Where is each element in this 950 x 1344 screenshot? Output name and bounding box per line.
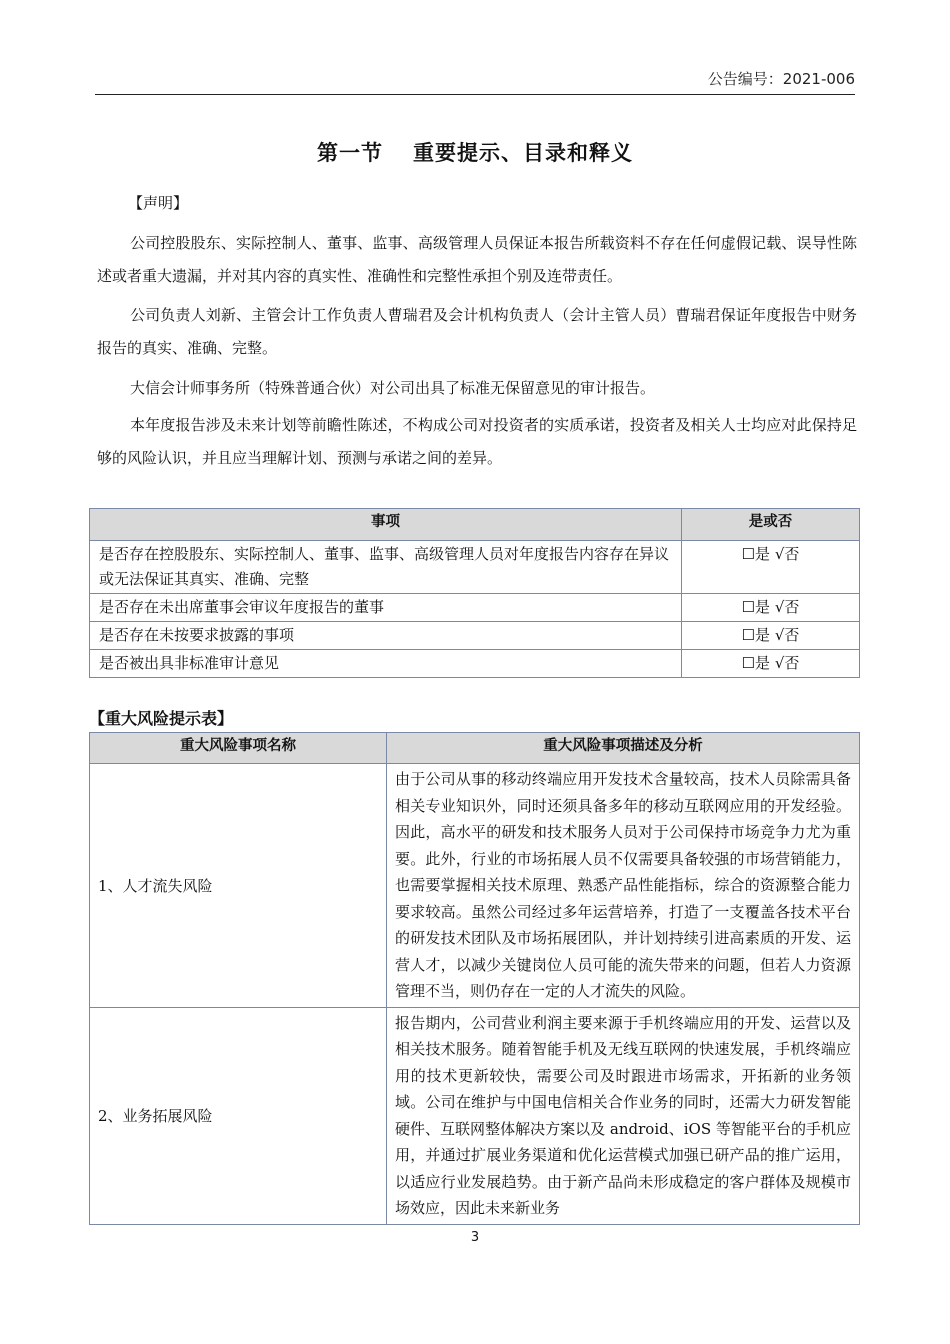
table-header-row <box>90 733 860 764</box>
matter-item: 是否被出具非标准审计意见 <box>90 650 682 678</box>
declaration-paragraph: 本年度报告涉及未来计划等前瞻性陈述，不构成公司对投资者的实质承诺，投资者及相关人士均应对此保持足够的风险认识，并且应当理解计划、预测与承诺之间的差异。 <box>97 416 857 467</box>
table-row <box>90 541 860 594</box>
page-header <box>95 66 855 95</box>
page-number: 3 <box>470 1230 480 1245</box>
column-header-answer: 是或否 <box>682 509 860 541</box>
declaration-paragraph: 公司负责人刘新、主管会计工作负责人曹瑞君及会计机构负责人（会计主管人员）曹瑞君保证年度报告中财务报告的真实、准确、完整。 <box>97 306 857 357</box>
column-header-risk-desc: 重大风险事项描述及分析 <box>387 733 860 764</box>
matter-item: 是否存在控股股东、实际控制人、董事、监事、高级管理人员对年度报告内容存在异议或无法保证其真实、准确、完整 <box>90 541 682 594</box>
risk-name: 1、人才流失风险 <box>90 764 387 1008</box>
column-header-risk-name: 重大风险事项名称 <box>90 733 387 764</box>
table-row <box>90 622 860 650</box>
table-row <box>90 650 860 678</box>
table-row <box>90 1007 860 1224</box>
section-number: 第一节 <box>317 141 383 165</box>
table-row <box>90 594 860 622</box>
matter-item: 是否存在未按要求披露的事项 <box>90 622 682 650</box>
table-header-row <box>90 509 860 541</box>
risk-table-title: 【重大风险提示表】 <box>89 709 234 728</box>
announcement-number: 公告编号：2021-006 <box>707 70 855 88</box>
matter-answer: ☐是 √否 <box>682 541 860 594</box>
risk-description: 报告期内，公司营业利润主要来源于手机终端应用的开发、运营以及相关技术服务。随着智能手机及无线互联网的快速发展，手机终端应用的技术更新较快，需要公司及时跟进市场需求，开拓新的业务领域。公司在维护与中国电信相关合作业务的同时，还需大力研发智能硬件、互联网整体解决方案以及 android、iOS 等智能平台的手机应用，并通过扩展业务渠道和优化运营模式加强已研产品的推广运用，以适应行业发展趋势。由于新产品尚未形成稳定的客户群体及规模市场效应，因此未来新业务 <box>387 1007 860 1224</box>
matter-answer: ☐是 √否 <box>682 622 860 650</box>
declaration-label: 【声明】 <box>128 194 189 212</box>
risk-name: 2、业务拓展风险 <box>90 1007 387 1224</box>
matter-answer: ☐是 √否 <box>682 594 860 622</box>
matter-answer: ☐是 √否 <box>682 650 860 678</box>
risk-table <box>89 732 860 1225</box>
declaration-paragraph: 公司控股股东、实际控制人、董事、监事、高级管理人员保证本报告所载资料不存在任何虚假记载、误导性陈述或者重大遗漏，并对其内容的真实性、准确性和完整性承担个别及连带责任。 <box>97 234 857 285</box>
declaration-paragraph: 大信会计师事务所（特殊普通合伙）对公司出具了标准无保留意见的审计报告。 <box>130 379 656 397</box>
table-row <box>90 764 860 1008</box>
column-header-item: 事项 <box>90 509 682 541</box>
risk-description: 由于公司从事的移动终端应用开发技术含量较高，技术人员除需具备相关专业知识外，同时还须具备多年的移动互联网应用的开发经验。因此，高水平的研发和技术服务人员对于公司保持市场竞争力尤为重要。此外，行业的市场拓展人员不仅需要具备较强的市场营销能力，也需要掌握相关技术原理、熟悉产品性能指标，综合的资源整合能力要求较高。虽然公司经过多年运营培养，打造了一支覆盖各技术平台的研发技术团队及市场拓展团队，并计划持续引进高素质的开发、运营人才，以减少关键岗位人员可能的流失带来的问题，但若人力资源管理不当，则仍存在一定的人才流失的风险。 <box>387 764 860 1008</box>
section-heading: 重要提示、目录和释义 <box>413 141 633 165</box>
section-title <box>0 137 950 167</box>
matters-table <box>89 508 860 678</box>
matter-item: 是否存在未出席董事会审议年度报告的董事 <box>90 594 682 622</box>
